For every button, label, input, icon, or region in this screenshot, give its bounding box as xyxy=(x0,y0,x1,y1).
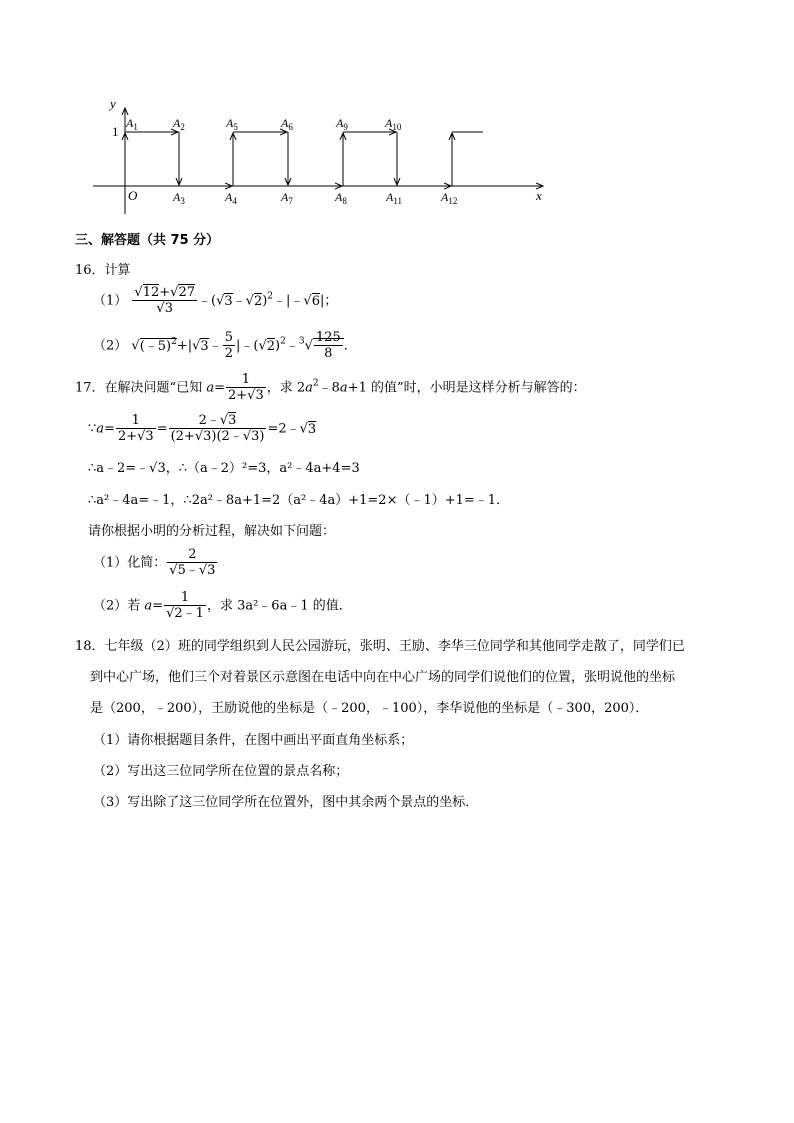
label-a11: $A_{11}$ xyxy=(386,190,403,206)
origin-label: O xyxy=(128,188,138,203)
section-heading: 三、解答题（共 75 分） xyxy=(75,233,220,248)
q17-intro: 17．在解决问题“已知 a= $\frac{1}{2+√3}$ ，求 $2a^2﹣8a+1$ 的值”时，小明是这样分析与解答的： xyxy=(75,372,586,403)
label-a10: $A_{10}$ xyxy=(385,116,402,132)
tick-one-label: 1 xyxy=(112,124,119,139)
q17-line3: ∴a﹣2=﹣√3，∴（a﹣2）²=3，a²﹣4a+4=3 xyxy=(88,461,360,476)
label-a2: $A_2$ xyxy=(173,116,185,132)
q16-part1: （1） $\frac{√12+√27}{√3}$ ﹣(√3﹣√2)$^2$﹣|﹣√6|； xyxy=(93,285,338,316)
label-a12: $A_{12}$ xyxy=(441,190,458,206)
q17-line4: ∴a²﹣4a=﹣1，∴2a²﹣8a+1=2（a²﹣4a）+1=2×（﹣1）+1=﹣1． xyxy=(88,493,510,508)
q18-line2: 到中心广场，他们三个对着景区示意图在电话中向在中心广场的同学们说他们的位置，张明说他的坐标 xyxy=(90,670,676,685)
q18-sub1: （1）请你根据题目条件，在图中画出平面直角坐标系； xyxy=(93,733,414,748)
label-a8: $A_8$ xyxy=(335,190,347,206)
q17-part2: （2）若 a= $\frac{1}{√2﹣1}$ ，求 3a²﹣6a﹣1 的值． xyxy=(93,590,352,621)
q17-line2: ∵a= $\frac{1}{2+√3}$ = $\frac{2﹣√3}{(2+√3)(2﹣√3)}$ =2﹣√3 xyxy=(88,413,317,444)
label-a5: $A_5$ xyxy=(226,116,238,132)
y-axis-label: y xyxy=(110,96,116,111)
label-a6: $A_6$ xyxy=(281,116,293,132)
x-axis-label: x xyxy=(536,188,542,203)
q18-line3: 是（200，﹣200），王励说他的坐标是（﹣200，﹣100），李华说他的坐标是（﹣300，200）． xyxy=(90,701,649,716)
q16-part2: （2） √(﹣5)$^2$+|√3﹣ $\frac{5}{2}$ $|﹣(√2)^2﹣^3√$ $\frac{125}{8}$ ． xyxy=(93,330,357,361)
label-a9: $A_9$ xyxy=(336,116,348,132)
label-a4: $A_4$ xyxy=(225,190,237,206)
label-a7: $A_7$ xyxy=(281,190,293,206)
q18-line1: 18．七年级（2）班的同学组织到人民公园游玩，张明、王励、李华三位同学和其他同学走散了，同学们已 xyxy=(75,639,685,654)
q18-sub3: （3）写出除了这三位同学所在位置外，图中其余两个景点的坐标． xyxy=(93,795,479,810)
label-a1: $A_1$ xyxy=(126,116,138,132)
q18-sub2: （2）写出这三位同学所在位置的景点名称； xyxy=(93,764,349,779)
label-a3: $A_3$ xyxy=(173,190,185,206)
q17-part1: （1）化简： $\frac{2}{√5﹣√3}$ xyxy=(93,547,216,578)
q17-prompt: 请你根据小明的分析过程，解决如下问题： xyxy=(88,524,336,539)
q16-title: 16．计算 xyxy=(75,263,131,278)
step-path-figure xyxy=(88,90,558,220)
